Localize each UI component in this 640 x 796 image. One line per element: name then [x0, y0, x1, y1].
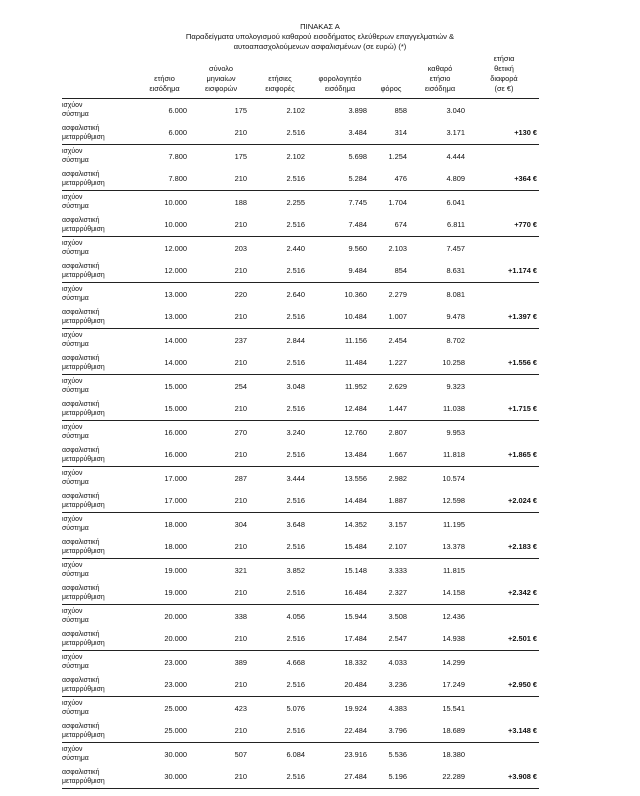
table-row-current — [62, 513, 539, 536]
row-label-current: ισχύον σύστημα — [62, 332, 89, 349]
cell-taxable-income: 19.924 — [344, 703, 367, 713]
cell-annual-income: 7.800 — [168, 174, 187, 184]
column-header-label — [62, 54, 138, 99]
cell-positive-difference: +1.556 € — [508, 358, 537, 368]
table-row-current — [62, 237, 539, 260]
cell-annual-income: 20.000 — [164, 611, 187, 621]
cell-positive-difference — [469, 651, 539, 674]
cell-taxable-income: 11.952 — [344, 381, 367, 391]
row-label-current: ισχύον σύστημα — [62, 148, 89, 165]
cell-annual-contributions: 2.516 — [286, 772, 305, 782]
cell-monthly-contributions: 210 — [234, 726, 247, 736]
cell-taxable-income: 22.484 — [344, 726, 367, 736]
row-label-current: ισχύον σύστημα — [62, 746, 89, 763]
cell-tax: 3.236 — [388, 680, 407, 690]
table-row-reform — [62, 766, 539, 789]
row-label-reform: ασφαλιστική μεταρρύθμιση — [62, 446, 105, 463]
cell-positive-difference: +3.148 € — [508, 726, 537, 736]
cell-annual-income: 30.000 — [164, 749, 187, 759]
cell-taxable-income: 9.560 — [348, 243, 367, 253]
table-row-reform — [62, 398, 539, 421]
cell-taxable-income: 13.556 — [344, 473, 367, 483]
cell-taxable-income: 5.698 — [348, 151, 367, 161]
cell-tax: 4.383 — [388, 703, 407, 713]
cell-net-income: 18.689 — [442, 726, 465, 736]
cell-tax: 3.157 — [388, 519, 407, 529]
cell-annual-contributions: 3.240 — [286, 427, 305, 437]
cell-positive-difference — [469, 421, 539, 444]
table-row-reform — [62, 444, 539, 467]
cell-net-income: 6.041 — [446, 197, 465, 207]
cell-net-income: 13.378 — [442, 542, 465, 552]
row-label-current: ισχύον σύστημα — [62, 378, 89, 395]
table-row-reform — [62, 582, 539, 605]
cell-taxable-income: 16.484 — [344, 588, 367, 598]
table-row-reform — [62, 490, 539, 513]
table-row-current — [62, 559, 539, 582]
cell-positive-difference: +2.950 € — [508, 680, 537, 690]
cell-annual-contributions: 2.516 — [286, 312, 305, 322]
cell-annual-contributions: 2.516 — [286, 542, 305, 552]
cell-monthly-contributions: 304 — [234, 519, 247, 529]
cell-positive-difference: +1.715 € — [508, 404, 537, 414]
table-row-reform — [62, 536, 539, 559]
cell-tax: 5.196 — [388, 772, 407, 782]
table-row-current — [62, 375, 539, 398]
cell-tax: 2.279 — [388, 289, 407, 299]
cell-net-income: 9.323 — [446, 381, 465, 391]
cell-taxable-income: 10.360 — [344, 289, 367, 299]
cell-tax: 2.454 — [388, 335, 407, 345]
cell-positive-difference — [469, 99, 539, 122]
cell-tax: 2.982 — [388, 473, 407, 483]
cell-tax: 2.107 — [388, 542, 407, 552]
cell-positive-difference: +2.501 € — [508, 634, 537, 644]
cell-taxable-income: 15.484 — [344, 542, 367, 552]
cell-tax: 1.447 — [388, 404, 407, 414]
table-row-current — [62, 697, 539, 720]
cell-monthly-contributions: 210 — [234, 680, 247, 690]
cell-annual-contributions: 2.516 — [286, 450, 305, 460]
cell-taxable-income: 10.484 — [344, 312, 367, 322]
cell-taxable-income: 27.484 — [344, 772, 367, 782]
cell-net-income: 15.541 — [442, 703, 465, 713]
cell-net-income: 14.158 — [442, 588, 465, 598]
cell-annual-contributions: 3.444 — [286, 473, 305, 483]
table-row-current — [62, 329, 539, 352]
row-label-reform: ασφαλιστική μεταρρύθμιση — [62, 354, 105, 371]
cell-monthly-contributions: 210 — [234, 496, 247, 506]
column-header-annual-income: ετήσιο εισόδημα — [138, 54, 191, 99]
column-header-tax: φόρος — [371, 54, 411, 99]
cell-annual-income: 13.000 — [164, 289, 187, 299]
cell-annual-income: 19.000 — [164, 588, 187, 598]
table-row-reform — [62, 168, 539, 191]
cell-taxable-income: 12.484 — [344, 404, 367, 414]
column-header-annual-contributions: ετήσιες εισφορές — [251, 54, 309, 99]
cell-positive-difference: +364 € — [514, 174, 537, 184]
cell-positive-difference — [469, 145, 539, 168]
cell-taxable-income: 13.484 — [344, 450, 367, 460]
cell-annual-income: 14.000 — [164, 335, 187, 345]
cell-positive-difference: +130 € — [514, 128, 537, 138]
cell-taxable-income: 7.484 — [348, 220, 367, 230]
cell-net-income: 14.299 — [442, 657, 465, 667]
cell-positive-difference: +3.908 € — [508, 772, 537, 782]
cell-positive-difference: +2.342 € — [508, 588, 537, 598]
row-label-current: ισχύον σύστημα — [62, 700, 89, 717]
cell-monthly-contributions: 507 — [234, 749, 247, 759]
cell-annual-contributions: 2.516 — [286, 404, 305, 414]
cell-positive-difference: +1.174 € — [508, 266, 537, 276]
cell-monthly-contributions: 254 — [234, 381, 247, 391]
cell-positive-difference — [469, 697, 539, 720]
cell-monthly-contributions: 338 — [234, 611, 247, 621]
cell-net-income: 8.631 — [446, 266, 465, 276]
row-label-reform: ασφαλιστική μεταρρύθμιση — [62, 722, 105, 739]
table-title-line-2: αυτοαπασχολούμενων ασφαλισμένων (σε ευρώ) (*) — [233, 42, 407, 51]
cell-monthly-contributions: 210 — [234, 404, 247, 414]
cell-annual-contributions: 2.516 — [286, 496, 305, 506]
cell-positive-difference — [469, 375, 539, 398]
row-label-reform: ασφαλιστική μεταρρύθμιση — [62, 400, 105, 417]
cell-taxable-income: 11.156 — [344, 335, 367, 345]
cell-monthly-contributions: 188 — [234, 197, 247, 207]
cell-annual-contributions: 2.640 — [286, 289, 305, 299]
cell-annual-contributions: 2.516 — [286, 588, 305, 598]
cell-annual-income: 13.000 — [164, 312, 187, 322]
cell-taxable-income: 18.332 — [344, 657, 367, 667]
cell-annual-income: 14.000 — [164, 358, 187, 368]
cell-annual-contributions: 2.516 — [286, 680, 305, 690]
cell-taxable-income: 23.916 — [344, 749, 367, 759]
cell-net-income: 10.258 — [442, 358, 465, 368]
cell-annual-income: 16.000 — [164, 427, 187, 437]
income-comparison-table — [62, 54, 539, 789]
cell-positive-difference — [469, 605, 539, 628]
cell-annual-contributions: 4.056 — [286, 611, 305, 621]
cell-tax: 3.508 — [388, 611, 407, 621]
table-row-reform — [62, 214, 539, 237]
row-label-reform: ασφαλιστική μεταρρύθμιση — [62, 676, 105, 693]
row-label-current: ισχύον σύστημα — [62, 516, 89, 533]
cell-taxable-income: 15.944 — [344, 611, 367, 621]
cell-annual-income: 17.000 — [164, 496, 187, 506]
table-row-reform — [62, 674, 539, 697]
cell-positive-difference — [469, 559, 539, 582]
row-label-current: ισχύον σύστημα — [62, 240, 89, 257]
row-label-reform: ασφαλιστική μεταρρύθμιση — [62, 216, 105, 233]
cell-annual-contributions: 3.852 — [286, 565, 305, 575]
cell-net-income: 18.380 — [442, 749, 465, 759]
cell-annual-income: 15.000 — [164, 404, 187, 414]
row-label-reform: ασφαλιστική μεταρρύθμιση — [62, 768, 105, 785]
cell-annual-contributions: 2.516 — [286, 128, 305, 138]
cell-net-income: 4.809 — [446, 174, 465, 184]
cell-tax: 1.227 — [388, 358, 407, 368]
row-label-reform: ασφαλιστική μεταρρύθμιση — [62, 538, 105, 555]
cell-net-income: 14.938 — [442, 634, 465, 644]
cell-annual-contributions: 6.084 — [286, 749, 305, 759]
cell-monthly-contributions: 210 — [234, 634, 247, 644]
cell-net-income: 17.249 — [442, 680, 465, 690]
cell-net-income: 6.811 — [447, 220, 465, 230]
cell-annual-contributions: 2.844 — [286, 335, 305, 345]
cell-annual-income: 30.000 — [164, 772, 187, 782]
cell-tax: 2.807 — [388, 427, 407, 437]
cell-annual-income: 23.000 — [164, 657, 187, 667]
cell-annual-income: 17.000 — [164, 473, 187, 483]
cell-annual-income: 25.000 — [164, 703, 187, 713]
cell-tax: 858 — [394, 105, 407, 115]
cell-annual-income: 12.000 — [164, 266, 187, 276]
row-label-current: ισχύον σύστημα — [62, 608, 89, 625]
cell-monthly-contributions: 210 — [234, 220, 247, 230]
cell-annual-income: 18.000 — [164, 519, 187, 529]
cell-annual-income: 6.000 — [168, 128, 187, 138]
table-row-reform — [62, 306, 539, 329]
cell-tax: 3.796 — [388, 726, 407, 736]
table-row-current — [62, 283, 539, 306]
cell-tax: 1.667 — [388, 450, 407, 460]
column-header-net-income: καθαρό ετήσιο εισόδημα — [411, 54, 469, 99]
cell-monthly-contributions: 210 — [234, 542, 247, 552]
table-row-current — [62, 145, 539, 168]
table-row-current — [62, 421, 539, 444]
cell-annual-income: 23.000 — [164, 680, 187, 690]
cell-positive-difference — [469, 237, 539, 260]
cell-taxable-income: 5.284 — [348, 174, 367, 184]
cell-tax: 3.333 — [388, 565, 407, 575]
cell-annual-income: 19.000 — [164, 565, 187, 575]
cell-taxable-income: 14.352 — [344, 519, 367, 529]
cell-tax: 2.103 — [388, 243, 407, 253]
cell-tax: 476 — [394, 174, 407, 184]
cell-monthly-contributions: 210 — [234, 358, 247, 368]
column-header-monthly-contributions: σύνολο μηνιαίων εισφορών — [191, 54, 251, 99]
cell-annual-contributions: 2.102 — [286, 151, 305, 161]
cell-taxable-income: 3.484 — [348, 128, 367, 138]
cell-annual-income: 12.000 — [164, 243, 187, 253]
cell-annual-contributions: 2.255 — [286, 197, 305, 207]
cell-annual-contributions: 5.076 — [286, 703, 305, 713]
column-header-taxable-income: φορολογητέο εισόδημα — [309, 54, 371, 99]
cell-tax: 2.327 — [388, 588, 407, 598]
cell-tax: 1.887 — [388, 496, 407, 506]
cell-taxable-income: 7.745 — [348, 197, 367, 207]
cell-net-income: 3.171 — [446, 128, 465, 138]
cell-positive-difference — [469, 191, 539, 214]
cell-taxable-income: 17.484 — [344, 634, 367, 644]
cell-net-income: 11.815 — [442, 565, 465, 575]
cell-tax: 4.033 — [388, 657, 407, 667]
cell-net-income: 8.702 — [446, 335, 465, 345]
row-label-reform: ασφαλιστική μεταρρύθμιση — [62, 262, 105, 279]
cell-annual-income: 20.000 — [164, 634, 187, 644]
cell-net-income: 9.953 — [446, 427, 465, 437]
row-label-reform: ασφαλιστική μεταρρύθμιση — [62, 630, 105, 647]
cell-annual-contributions: 2.516 — [286, 726, 305, 736]
cell-annual-income: 10.000 — [164, 197, 187, 207]
cell-tax: 1.704 — [388, 197, 407, 207]
cell-monthly-contributions: 287 — [234, 473, 247, 483]
cell-tax: 854 — [394, 266, 407, 276]
cell-taxable-income: 15.148 — [344, 565, 367, 575]
cell-monthly-contributions: 220 — [234, 289, 247, 299]
cell-annual-income: 7.800 — [168, 151, 187, 161]
cell-tax: 1.007 — [388, 312, 407, 322]
table-row-current — [62, 743, 539, 766]
cell-tax: 674 — [394, 220, 407, 230]
cell-positive-difference — [469, 283, 539, 306]
cell-monthly-contributions: 237 — [234, 335, 247, 345]
cell-annual-contributions: 3.048 — [286, 381, 305, 391]
cell-annual-contributions: 4.668 — [286, 657, 305, 667]
cell-net-income: 4.444 — [446, 151, 465, 161]
cell-monthly-contributions: 210 — [234, 312, 247, 322]
cell-net-income: 10.574 — [442, 473, 465, 483]
cell-positive-difference — [469, 329, 539, 352]
cell-annual-contributions: 2.516 — [286, 220, 305, 230]
cell-positive-difference: +2.183 € — [508, 542, 537, 552]
row-label-current: ισχύον σύστημα — [62, 194, 89, 211]
cell-tax: 5.536 — [388, 749, 407, 759]
row-label-current: ισχύον σύστημα — [62, 654, 89, 671]
cell-annual-income: 18.000 — [164, 542, 187, 552]
cell-tax: 2.547 — [388, 634, 407, 644]
cell-annual-contributions: 2.516 — [286, 358, 305, 368]
cell-annual-contributions: 2.516 — [286, 634, 305, 644]
cell-net-income: 12.436 — [442, 611, 465, 621]
cell-annual-contributions: 2.440 — [286, 243, 305, 253]
cell-tax: 1.254 — [388, 151, 407, 161]
table-row-reform — [62, 628, 539, 651]
cell-positive-difference: +1.397 € — [508, 312, 537, 322]
cell-monthly-contributions: 321 — [234, 565, 247, 575]
cell-net-income: 11.038 — [442, 404, 465, 414]
cell-taxable-income: 9.484 — [348, 266, 367, 276]
cell-taxable-income: 14.484 — [344, 496, 367, 506]
cell-monthly-contributions: 389 — [234, 657, 247, 667]
cell-monthly-contributions: 210 — [234, 588, 247, 598]
cell-monthly-contributions: 210 — [234, 772, 247, 782]
cell-monthly-contributions: 175 — [234, 151, 247, 161]
cell-annual-contributions: 3.648 — [286, 519, 305, 529]
cell-monthly-contributions: 175 — [234, 105, 247, 115]
cell-annual-contributions: 2.102 — [286, 105, 305, 115]
cell-annual-income: 15.000 — [164, 381, 187, 391]
header-row — [62, 54, 539, 99]
cell-monthly-contributions: 210 — [234, 450, 247, 460]
row-label-reform: ασφαλιστική μεταρρύθμιση — [62, 308, 105, 325]
cell-annual-income: 16.000 — [164, 450, 187, 460]
cell-positive-difference — [469, 743, 539, 766]
cell-net-income: 11.818 — [442, 450, 465, 460]
table-title-line-1: Παραδείγματα υπολογισμού καθαρού εισοδήματος ελεύθερων επαγγελματιών & — [185, 32, 455, 41]
cell-net-income: 7.457 — [446, 243, 465, 253]
cell-annual-income: 6.000 — [168, 105, 187, 115]
table-row-current — [62, 99, 539, 122]
row-label-reform: ασφαλιστική μεταρρύθμιση — [62, 584, 105, 601]
cell-annual-contributions: 2.516 — [286, 266, 305, 276]
table-row-reform — [62, 352, 539, 375]
cell-taxable-income: 12.760 — [344, 427, 367, 437]
cell-net-income: 3.040 — [446, 105, 465, 115]
row-label-current: ισχύον σύστημα — [62, 470, 89, 487]
cell-annual-income: 25.000 — [164, 726, 187, 736]
cell-annual-contributions: 2.516 — [286, 174, 305, 184]
cell-taxable-income: 20.484 — [344, 680, 367, 690]
cell-tax: 2.629 — [388, 381, 407, 391]
row-label-current: ισχύον σύστημα — [62, 424, 89, 441]
cell-annual-income: 10.000 — [164, 220, 187, 230]
cell-taxable-income: 11.484 — [344, 358, 367, 368]
cell-net-income: 12.598 — [442, 496, 465, 506]
cell-monthly-contributions: 210 — [234, 128, 247, 138]
cell-net-income: 8.081 — [446, 289, 465, 299]
cell-monthly-contributions: 210 — [234, 174, 247, 184]
table-row-reform — [62, 122, 539, 145]
table-row-current — [62, 605, 539, 628]
row-label-current: ισχύον σύστημα — [62, 286, 89, 303]
cell-monthly-contributions: 423 — [234, 703, 247, 713]
cell-positive-difference: +2.024 € — [508, 496, 537, 506]
table-heading: ΠΙΝΑΚΑΣ Α — [300, 22, 340, 31]
row-label-reform: ασφαλιστική μεταρρύθμιση — [62, 170, 105, 187]
cell-monthly-contributions: 210 — [234, 266, 247, 276]
table-row-reform — [62, 260, 539, 283]
row-label-current: ισχύον σύστημα — [62, 102, 89, 119]
table-row-reform — [62, 720, 539, 743]
cell-positive-difference — [469, 467, 539, 490]
row-label-current: ισχύον σύστημα — [62, 562, 89, 579]
cell-positive-difference: +770 € — [514, 220, 537, 230]
cell-monthly-contributions: 270 — [234, 427, 247, 437]
table-row-current — [62, 191, 539, 214]
cell-monthly-contributions: 203 — [234, 243, 247, 253]
cell-net-income: 9.478 — [446, 312, 465, 322]
cell-tax: 314 — [394, 128, 407, 138]
row-label-reform: ασφαλιστική μεταρρύθμιση — [62, 492, 105, 509]
table-row-current — [62, 651, 539, 674]
cell-net-income: 11.195 — [442, 519, 465, 529]
cell-positive-difference: +1.865 € — [508, 450, 537, 460]
column-header-positive-difference: ετήσια θετική διαφορά (σε €) — [469, 54, 539, 99]
cell-taxable-income: 3.898 — [348, 105, 367, 115]
table-row-current — [62, 467, 539, 490]
cell-positive-difference — [469, 513, 539, 536]
row-label-reform: ασφαλιστική μεταρρύθμιση — [62, 124, 105, 141]
cell-net-income: 22.289 — [442, 772, 465, 782]
